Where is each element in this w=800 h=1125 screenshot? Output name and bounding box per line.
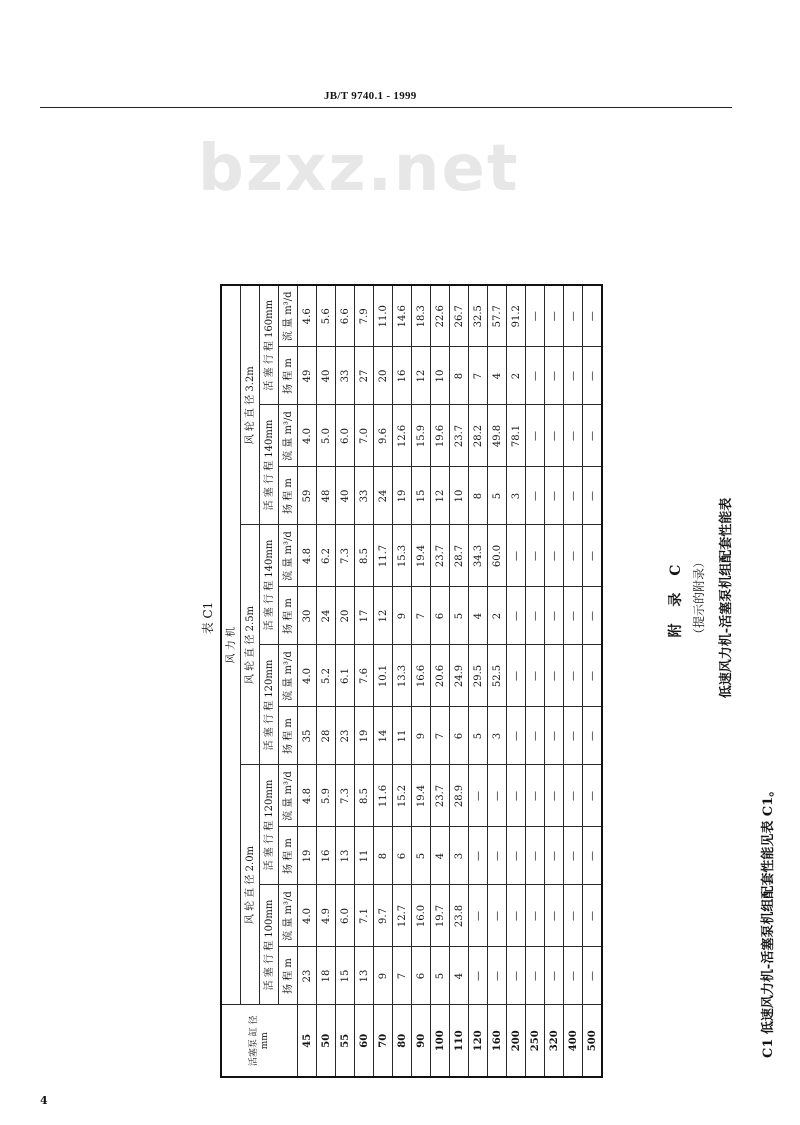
head-value-cell: 17	[355, 587, 374, 645]
head-value-cell: —	[526, 347, 545, 405]
head-value-cell: 24	[317, 587, 336, 645]
head-unit: m	[282, 718, 294, 728]
table-row	[583, 285, 603, 1077]
head-label: 扬 程	[282, 730, 294, 754]
table-row	[317, 285, 336, 1077]
flow-value-cell: 57.7	[488, 285, 507, 347]
head-value-cell: 6	[412, 947, 431, 1005]
flow-value-cell: 23.7	[450, 405, 469, 467]
rotor-group-header: 风 轮 直 径 2.0m	[241, 765, 260, 1005]
head-value-cell: —	[545, 587, 564, 645]
flow-value-cell: —	[583, 885, 603, 947]
pump-diameter-cell: 80	[393, 1005, 412, 1077]
head-value-cell: —	[526, 827, 545, 885]
pump-diameter-label: 活塞泵 缸 径	[249, 1015, 260, 1067]
flow-value-cell: —	[488, 765, 507, 827]
flow-value-cell: 26.7	[450, 285, 469, 347]
head-value-cell: 14	[374, 707, 393, 765]
stroke-header: 活 塞 行 程 120mm	[260, 645, 279, 765]
annex-title: 附 录 C	[668, 558, 684, 638]
head-value-cell: 13	[355, 947, 374, 1005]
pump-diameter-cell: 500	[583, 1005, 603, 1077]
flow-label: 流 量	[282, 797, 294, 821]
flow-column-header	[279, 525, 298, 587]
flow-value-cell: —	[507, 645, 526, 707]
flow-value-cell: —	[526, 645, 545, 707]
head-value-cell: 11	[355, 827, 374, 885]
head-value-cell: —	[507, 947, 526, 1005]
flow-value-cell: 7.0	[355, 405, 374, 467]
flow-value-cell: —	[564, 885, 583, 947]
flow-unit: m³/d	[282, 771, 294, 795]
head-value-cell: 5	[431, 947, 450, 1005]
flow-value-cell: 15.9	[412, 405, 431, 467]
flow-value-cell: —	[469, 885, 488, 947]
flow-value-cell: 12.7	[393, 885, 412, 947]
flow-label: 流 量	[282, 557, 294, 581]
flow-value-cell: 23.8	[450, 885, 469, 947]
head-value-cell: 10	[450, 467, 469, 525]
head-label: 扬 程	[282, 850, 294, 874]
flow-value-cell: —	[488, 885, 507, 947]
head-value-cell: 7	[469, 347, 488, 405]
flow-value-cell: 19.4	[412, 765, 431, 827]
table-row	[336, 285, 355, 1077]
stroke-header: 活 塞 行 程 140mm	[260, 525, 279, 645]
table-row	[469, 285, 488, 1077]
flow-unit: m³/d	[282, 291, 294, 315]
head-value-cell: 19	[393, 467, 412, 525]
stroke-header: 活 塞 行 程 100mm	[260, 885, 279, 1005]
flow-value-cell: —	[507, 525, 526, 587]
head-value-cell: 18	[317, 947, 336, 1005]
flow-value-cell: 7.3	[336, 525, 355, 587]
flow-value-cell: 52.5	[488, 645, 507, 707]
head-value-cell: —	[545, 947, 564, 1005]
head-value-cell: 20	[374, 347, 393, 405]
flow-value-cell: 15.3	[393, 525, 412, 587]
flow-value-cell: —	[583, 765, 603, 827]
flow-value-cell: 5.6	[317, 285, 336, 347]
table-row	[526, 285, 545, 1077]
head-value-cell: 23	[298, 947, 317, 1005]
pump-diameter-cell: 45	[298, 1005, 317, 1077]
flow-column-header	[279, 765, 298, 827]
flow-unit: m³/d	[282, 411, 294, 435]
flow-value-cell: 4.9	[317, 885, 336, 947]
flow-value-cell: 32.5	[469, 285, 488, 347]
flow-column-header	[279, 405, 298, 467]
head-value-cell: 7	[431, 707, 450, 765]
flow-value-cell: —	[564, 285, 583, 347]
header-rule	[40, 107, 732, 108]
head-value-cell: —	[583, 467, 603, 525]
pump-diameter-cell: 60	[355, 1005, 374, 1077]
pump-diameter-cell: 200	[507, 1005, 526, 1077]
head-value-cell: —	[488, 947, 507, 1005]
flow-value-cell: —	[545, 525, 564, 587]
flow-value-cell: 29.5	[469, 645, 488, 707]
flow-value-cell: 24.9	[450, 645, 469, 707]
flow-value-cell: 22.6	[431, 285, 450, 347]
flow-value-cell: 60.0	[488, 525, 507, 587]
head-value-cell: 5	[450, 587, 469, 645]
head-unit: m	[282, 958, 294, 968]
head-value-cell: —	[545, 347, 564, 405]
head-value-cell: 4	[450, 947, 469, 1005]
flow-value-cell: 4.6	[298, 285, 317, 347]
table-row	[564, 285, 583, 1077]
head-value-cell: —	[564, 467, 583, 525]
flow-value-cell: 6.2	[317, 525, 336, 587]
head-value-cell: 15	[336, 947, 355, 1005]
head-value-cell: 30	[298, 587, 317, 645]
head-value-cell: —	[507, 587, 526, 645]
head-label: 扬 程	[282, 370, 294, 394]
flow-value-cell: —	[526, 885, 545, 947]
head-value-cell: 16	[393, 347, 412, 405]
flow-column-header	[279, 285, 298, 347]
head-value-cell: —	[507, 707, 526, 765]
flow-value-cell: —	[583, 405, 603, 467]
head-column-header	[279, 707, 298, 765]
flow-value-cell: —	[583, 525, 603, 587]
flow-value-cell: 6.6	[336, 285, 355, 347]
flow-value-cell: —	[564, 765, 583, 827]
head-value-cell: —	[583, 827, 603, 885]
head-column-header	[279, 467, 298, 525]
flow-value-cell: 4.0	[298, 885, 317, 947]
flow-value-cell: 49.8	[488, 405, 507, 467]
head-value-cell: 24	[374, 467, 393, 525]
head-column-header	[279, 587, 298, 645]
pump-diameter-cell: 90	[412, 1005, 431, 1077]
pump-diameter-header	[221, 1005, 298, 1077]
flow-value-cell: 4.8	[298, 765, 317, 827]
flow-value-cell: —	[526, 765, 545, 827]
flow-unit: m³/d	[282, 891, 294, 915]
flow-value-cell: 11.6	[374, 765, 393, 827]
head-value-cell: 6	[393, 827, 412, 885]
performance-table	[220, 284, 603, 1078]
head-value-cell: 8	[374, 827, 393, 885]
flow-value-cell: —	[545, 885, 564, 947]
flow-value-cell: 4.0	[298, 645, 317, 707]
head-value-cell: —	[488, 827, 507, 885]
flow-value-cell: —	[545, 765, 564, 827]
flow-value-cell: 4.0	[298, 405, 317, 467]
head-value-cell: 20	[336, 587, 355, 645]
head-unit: m	[282, 598, 294, 608]
pump-diameter-cell: 70	[374, 1005, 393, 1077]
flow-value-cell: 91.2	[507, 285, 526, 347]
flow-value-cell: 10.1	[374, 645, 393, 707]
head-value-cell: 59	[298, 467, 317, 525]
flow-value-cell: —	[545, 285, 564, 347]
head-value-cell: —	[526, 947, 545, 1005]
head-value-cell: —	[583, 347, 603, 405]
head-value-cell: 19	[355, 707, 374, 765]
head-unit: m	[282, 358, 294, 368]
head-column-header	[279, 947, 298, 1005]
head-value-cell: 48	[317, 467, 336, 525]
flow-value-cell: 20.6	[431, 645, 450, 707]
head-value-cell: —	[583, 947, 603, 1005]
flow-value-cell: 18.3	[412, 285, 431, 347]
flow-value-cell: 8.5	[355, 525, 374, 587]
flow-value-cell: 9.6	[374, 405, 393, 467]
flow-value-cell: 23.7	[431, 765, 450, 827]
head-value-cell: —	[545, 467, 564, 525]
flow-value-cell: —	[564, 645, 583, 707]
flow-label: 流 量	[282, 317, 294, 342]
flow-value-cell: 12.6	[393, 405, 412, 467]
flow-value-cell: 7.3	[336, 765, 355, 827]
flow-value-cell: —	[526, 285, 545, 347]
flow-value-cell: —	[507, 885, 526, 947]
head-value-cell: 19	[298, 827, 317, 885]
flow-value-cell: 11.0	[374, 285, 393, 347]
head-value-cell: 12	[374, 587, 393, 645]
flow-value-cell: 14.6	[393, 285, 412, 347]
stroke-header: 活 塞 行 程 140mm	[260, 405, 279, 525]
flow-value-cell: 23.7	[431, 525, 450, 587]
clause-c1: C1 低速风力机-活塞泵机组配套性能见表 C1。	[761, 783, 776, 1058]
flow-value-cell: —	[583, 645, 603, 707]
pump-diameter-cell: 320	[545, 1005, 564, 1077]
head-value-cell: —	[583, 707, 603, 765]
flow-value-cell: 16.0	[412, 885, 431, 947]
table-row	[298, 285, 317, 1077]
head-value-cell: 8	[469, 467, 488, 525]
head-value-cell: —	[583, 587, 603, 645]
head-value-cell: —	[564, 707, 583, 765]
head-value-cell: 33	[355, 467, 374, 525]
stroke-header: 活 塞 行 程 160mm	[260, 285, 279, 405]
flow-value-cell: —	[545, 405, 564, 467]
standard-code: JB/T 9740.1 - 1999	[324, 90, 417, 102]
flow-value-cell: 28.2	[469, 405, 488, 467]
flow-value-cell: —	[469, 765, 488, 827]
pump-diameter-unit: mm	[259, 1032, 270, 1050]
pump-diameter-cell: 110	[450, 1005, 469, 1077]
head-value-cell: —	[564, 947, 583, 1005]
flow-value-cell: 7.9	[355, 285, 374, 347]
head-value-cell: 5	[412, 827, 431, 885]
head-value-cell: 7	[412, 587, 431, 645]
head-value-cell: 8	[450, 347, 469, 405]
annex-heading: 低速风力机-活塞泵机组配套性能表	[719, 497, 734, 699]
head-value-cell: 9	[412, 707, 431, 765]
head-value-cell: 15	[412, 467, 431, 525]
head-value-cell: 35	[298, 707, 317, 765]
rotated-content	[201, 118, 776, 1078]
flow-value-cell: 78.1	[507, 405, 526, 467]
flow-value-cell: 19.6	[431, 405, 450, 467]
head-value-cell: 49	[298, 347, 317, 405]
head-unit: m	[282, 838, 294, 848]
flow-value-cell: —	[526, 525, 545, 587]
table-caption-visible: 表 C1	[201, 601, 215, 635]
head-value-cell: 4	[431, 827, 450, 885]
flow-column-header	[279, 885, 298, 947]
head-value-cell: —	[545, 707, 564, 765]
head-value-cell: 27	[355, 347, 374, 405]
flow-value-cell: 9.7	[374, 885, 393, 947]
head-value-cell: 11	[393, 707, 412, 765]
head-value-cell: —	[469, 827, 488, 885]
flow-value-cell: 4.8	[298, 525, 317, 587]
head-value-cell: 6	[431, 587, 450, 645]
head-value-cell: 40	[317, 347, 336, 405]
head-value-cell: —	[469, 947, 488, 1005]
head-value-cell: 28	[317, 707, 336, 765]
flow-value-cell: 6.0	[336, 405, 355, 467]
head-value-cell: 33	[336, 347, 355, 405]
head-value-cell: 12	[431, 467, 450, 525]
table-row	[374, 285, 393, 1077]
head-value-cell: —	[507, 827, 526, 885]
flow-value-cell: 6.1	[336, 645, 355, 707]
head-value-cell: 2	[488, 587, 507, 645]
head-value-cell: —	[564, 587, 583, 645]
wind-turbine-header: 风 力 机	[221, 285, 241, 1005]
flow-label: 流 量	[282, 437, 294, 461]
rotor-group-header: 风 轮 直 径 2.5m	[241, 525, 260, 765]
flow-value-cell: 13.3	[393, 645, 412, 707]
flow-value-cell: —	[526, 405, 545, 467]
pump-diameter-cell: 160	[488, 1005, 507, 1077]
flow-value-cell: 8.5	[355, 765, 374, 827]
head-value-cell: 4	[488, 347, 507, 405]
pump-diameter-cell: 50	[317, 1005, 336, 1077]
head-unit: m	[282, 478, 294, 488]
head-label: 扬 程	[282, 490, 294, 514]
pump-diameter-cell: 100	[431, 1005, 450, 1077]
table-wrap	[199, 158, 603, 1078]
head-column-header	[279, 347, 298, 405]
head-value-cell: —	[564, 347, 583, 405]
head-value-cell: 40	[336, 467, 355, 525]
head-value-cell: 10	[431, 347, 450, 405]
flow-label: 流 量	[282, 677, 294, 701]
table-row	[488, 285, 507, 1077]
flow-value-cell: 15.2	[393, 765, 412, 827]
head-label: 扬 程	[282, 610, 294, 634]
head-column-header	[279, 827, 298, 885]
head-value-cell: 6	[450, 707, 469, 765]
unit-header-row	[279, 285, 298, 1077]
head-value-cell: —	[564, 827, 583, 885]
stroke-header: 活 塞 行 程 120mm	[260, 765, 279, 885]
pump-diameter-cell: 250	[526, 1005, 545, 1077]
pump-diameter-cell: 55	[336, 1005, 355, 1077]
head-value-cell: —	[526, 467, 545, 525]
flow-value-cell: —	[564, 405, 583, 467]
table-row	[431, 285, 450, 1077]
flow-value-cell: —	[545, 645, 564, 707]
flow-value-cell: 19.4	[412, 525, 431, 587]
head-value-cell: 3	[488, 707, 507, 765]
head-value-cell: 2	[507, 347, 526, 405]
flow-value-cell: 5.0	[317, 405, 336, 467]
head-value-cell: 9	[374, 947, 393, 1005]
rotor-group-header: 风 轮 直 径 3.2m	[241, 285, 260, 525]
flow-value-cell: 16.6	[412, 645, 431, 707]
watermark: bzxz.net	[198, 132, 520, 206]
head-value-cell: 3	[507, 467, 526, 525]
flow-label: 流 量	[282, 917, 294, 941]
pump-diameter-cell: 120	[469, 1005, 488, 1077]
head-value-cell: 5	[469, 707, 488, 765]
flow-value-cell: 28.9	[450, 765, 469, 827]
flow-value-cell: 11.7	[374, 525, 393, 587]
pump-diameter-cell: 400	[564, 1005, 583, 1077]
page-number: 4	[40, 1094, 48, 1107]
head-value-cell: —	[545, 827, 564, 885]
head-value-cell: 5	[488, 467, 507, 525]
table-row	[545, 285, 564, 1077]
flow-value-cell: 6.0	[336, 885, 355, 947]
head-label: 扬 程	[282, 970, 294, 994]
flow-value-cell: —	[583, 285, 603, 347]
head-value-cell: 13	[336, 827, 355, 885]
flow-value-cell: 28.7	[450, 525, 469, 587]
head-value-cell: 7	[393, 947, 412, 1005]
flow-value-cell: 34.3	[469, 525, 488, 587]
table-row	[355, 285, 374, 1077]
flow-value-cell: 5.9	[317, 765, 336, 827]
table-body	[298, 285, 603, 1077]
flow-value-cell: 7.6	[355, 645, 374, 707]
flow-value-cell: —	[564, 525, 583, 587]
flow-value-cell: —	[507, 765, 526, 827]
table-row	[393, 285, 412, 1077]
head-value-cell: 16	[317, 827, 336, 885]
flow-value-cell: 19.7	[431, 885, 450, 947]
flow-value-cell: 5.2	[317, 645, 336, 707]
flow-column-header	[279, 645, 298, 707]
flow-unit: m³/d	[282, 651, 294, 675]
head-value-cell: 3	[450, 827, 469, 885]
annex-note: （提示的附录）	[692, 556, 706, 641]
head-value-cell: 12	[412, 347, 431, 405]
table-row	[450, 285, 469, 1077]
flow-unit: m³/d	[282, 531, 294, 555]
head-value-cell: —	[526, 707, 545, 765]
head-value-cell: 9	[393, 587, 412, 645]
head-value-cell: 23	[336, 707, 355, 765]
head-value-cell: —	[526, 587, 545, 645]
table-row	[412, 285, 431, 1077]
head-value-cell: 4	[469, 587, 488, 645]
flow-value-cell: 7.1	[355, 885, 374, 947]
table-row	[507, 285, 526, 1077]
